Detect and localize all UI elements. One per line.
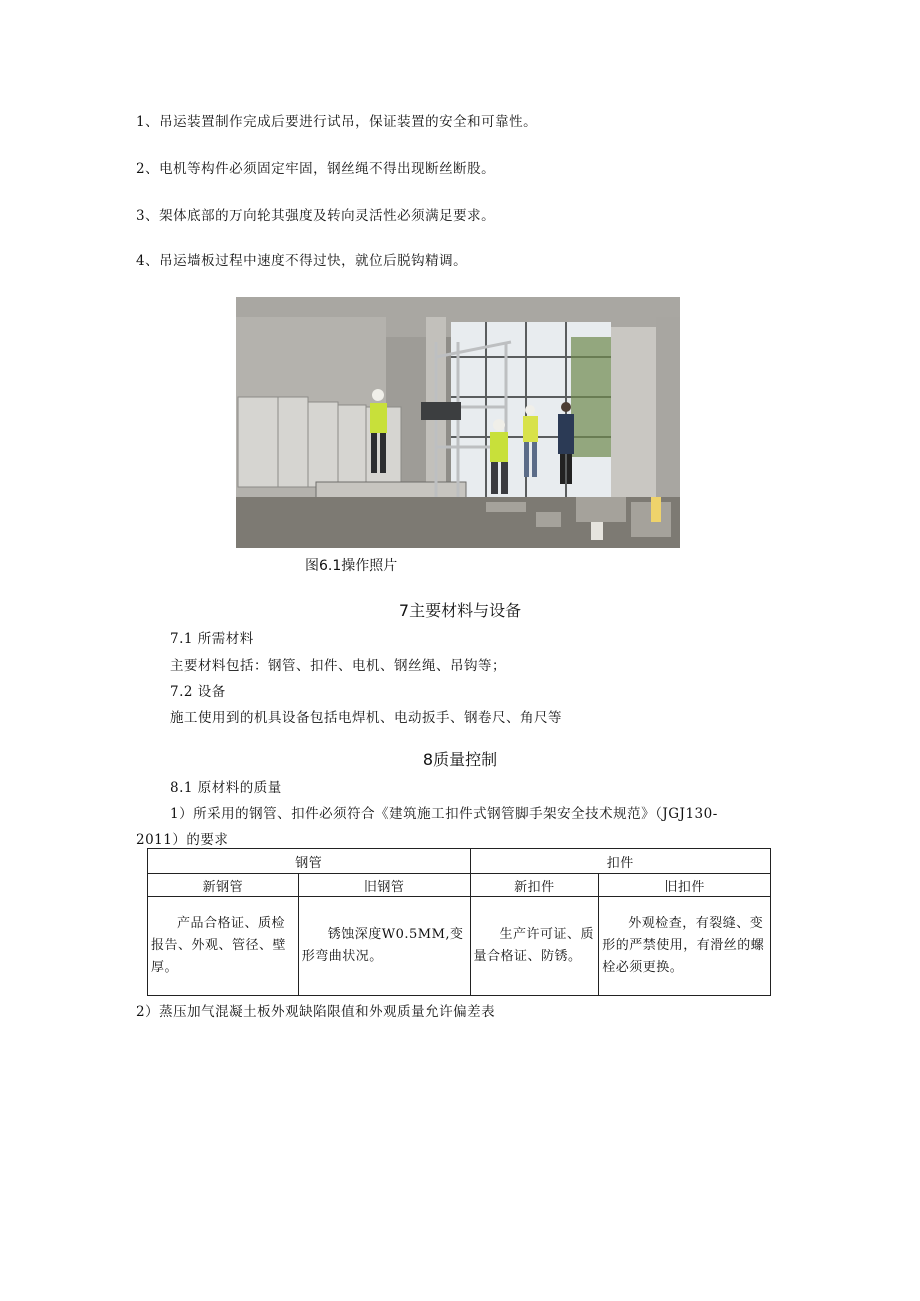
requirement-3: 3、架体底部的万向轮其强度及转向灵活性必须满足要求。 bbox=[136, 208, 496, 224]
material-quality-table bbox=[147, 848, 771, 996]
section-8-item-1-line-1: 1）所采用的钢管、扣件必须符合《建筑施工扣件式钢管脚手架安全技术规范》（JGJ130- bbox=[170, 806, 718, 822]
section-8-item-1-line-2: 2011）的要求 bbox=[136, 832, 229, 848]
section-8-title: 8质量控制 bbox=[422, 750, 498, 769]
operation-photo bbox=[236, 297, 680, 548]
column-header-old-pipe: 旧钢管 bbox=[298, 874, 470, 897]
requirement-1: 1、吊运装置制作完成后要进行试吊，保证装置的安全和可靠性。 bbox=[136, 114, 538, 130]
column-header-new-pipe: 新钢管 bbox=[148, 874, 299, 897]
table-cell: 产品合格证、质检报告、外观、管径、壁厚。 bbox=[148, 897, 299, 996]
column-header-old-fastener: 旧扣件 bbox=[599, 874, 771, 897]
section-8-item-2: 2）蒸压加气混凝土板外观缺陷限值和外观质量允许偏差表 bbox=[136, 1004, 496, 1020]
section-7-2-text: 施工使用到的机具设备包括电焊机、电动扳手、钢卷尺、角尺等 bbox=[170, 710, 562, 726]
group-header-steel-pipe: 钢管 bbox=[148, 849, 471, 874]
section-7-2-title: 7.2 设备 bbox=[170, 684, 226, 700]
section-8-1-title: 8.1 原材料的质量 bbox=[170, 780, 282, 796]
table-cell: 生产许可证、质量合格证、防锈。 bbox=[470, 897, 599, 996]
section-7-1-text: 主要材料包括：钢管、扣件、电机、钢丝绳、吊钩等； bbox=[170, 658, 506, 674]
section-7-1-title: 7.1 所需材料 bbox=[170, 631, 254, 647]
figure-caption: 图6.1操作照片 bbox=[305, 558, 398, 574]
group-header-fastener: 扣件 bbox=[470, 849, 770, 874]
requirement-2: 2、电机等构件必须固定牢固，钢丝绳不得出现断丝断股。 bbox=[136, 161, 496, 177]
requirement-4: 4、吊运墙板过程中速度不得过快，就位后脱钩精调。 bbox=[136, 253, 468, 269]
table-cell: 锈蚀深度W0.5MM,变形弯曲状况。 bbox=[298, 897, 470, 996]
column-header-new-fastener: 新扣件 bbox=[470, 874, 599, 897]
section-7-title: 7主要材料与设备 bbox=[398, 601, 522, 620]
table-cell: 外观检查，有裂缝、变形的严禁使用，有滑丝的螺栓必须更换。 bbox=[599, 897, 771, 996]
